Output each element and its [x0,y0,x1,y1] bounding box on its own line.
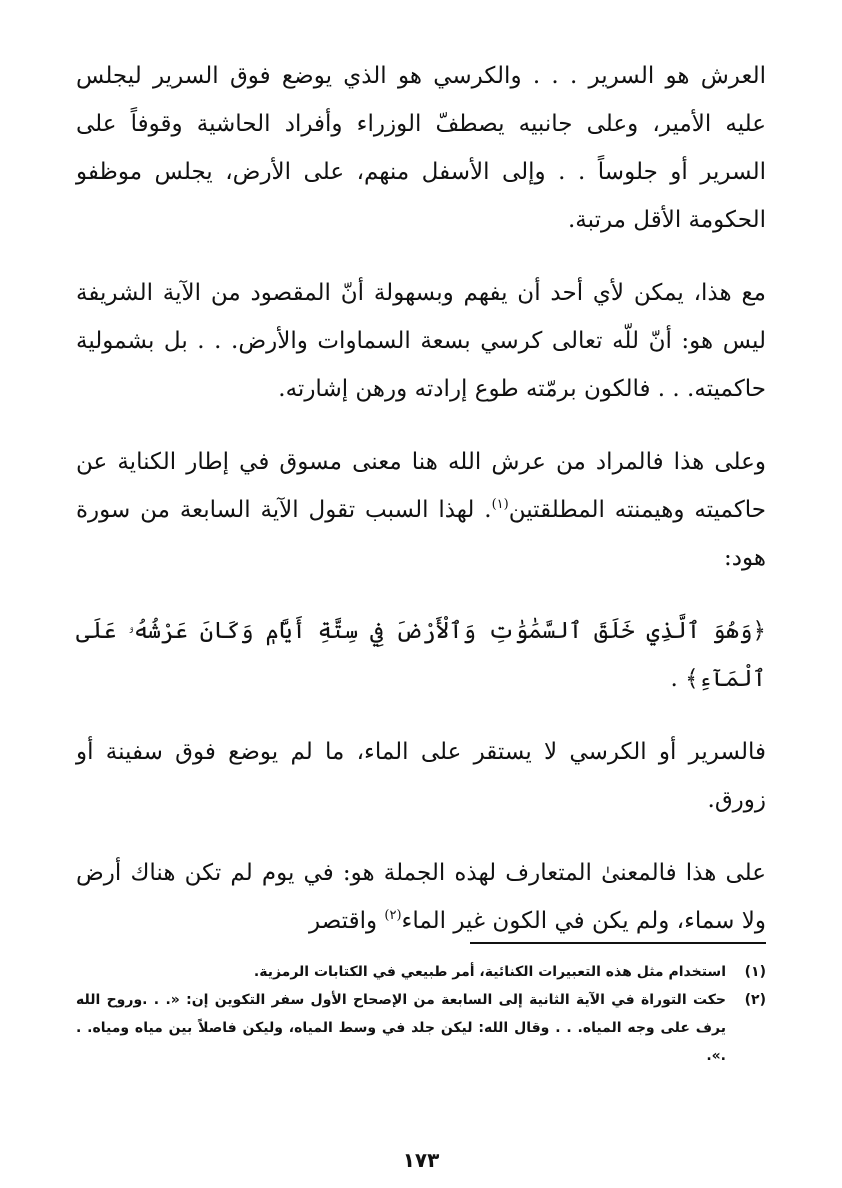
paragraph-common-meaning [76,849,766,945]
footnote-separator [470,942,766,944]
quran-verse-end: . [670,666,678,692]
footnote-ref-1[interactable]: (١) [491,497,509,512]
footnote-1 [76,958,766,986]
paragraph-throne-definition: العرش هو السرير . . . والكرسي هو الذي يوضع فوق السرير ليجلس عليه الأمير، وعلى جانبيه يصطفّ الوزراء وأفراد الحاشية وقوفاً على السرير أو جلوساً . . وإلى الأسفل منهم، على الأرض، يجلس موظفو الحكومة الأقل مرتبة. [76,63,766,233]
document-page [76,52,766,1172]
footnotes [76,958,766,1070]
paragraph-bed-on-water: فالسرير أو الكرسي لا يستقر على الماء، ما لم يوضع فوق سفينة أو زورق. [76,739,766,813]
paragraph-throne-metaphor [76,438,766,582]
paragraph-throne-metaphor-text-end: . لهذا السبب تقول الآية السابعة من سورة هود: [76,497,766,571]
page-number: ١٧٣ [402,1148,440,1172]
paragraph-meaning-of-verse: مع هذا، يمكن لأي أحد أن يفهم وبسهولة أنّ المقصود من الآية الشريفة ليس هو: أنّ للّه تعالى كرسي بسعة السماوات والأرض. . . بل بشمولية حاكميته. . . فالكون برمّته طوع إرادته ورهن إشارته. [76,280,766,402]
paragraph-throne-metaphor-text: وعلى هذا فالمراد من عرش الله هنا معنى مسوق في إطار الكناية عن حاكميته وهيمنته المطلقتين [76,449,766,523]
footnote-text-2: حكت التوراة في الآية الثانية إلى السابعة من الإصحاح الأول سفر التكوين إن: «. . .وروح الله يرف على وجه المياه. . . وقال الله: ليكن جلد في وسط المياه، وليكن فاصلاً بين مياه ومياه. . .». [76,992,726,1064]
footnote-number-1: (١) [744,964,766,980]
footnote-number-2: (٢) [744,992,766,1008]
paragraph-common-meaning-text: على هذا فالمعنىٰ المتعارف لهذه الجملة هو: في يوم لم تكن هناك أرض ولا سماء، ولم يكن في الكون غير الماء [76,860,766,934]
quran-verse-text: ﴿وَهُوَ ٱلَّذِي خَلَقَ ٱلسَّمَٰوَٰتِ وَٱلْأَرْضَ فِي سِتَّةِ أَيَّامٖ وَكَانَ عَرْشُهُۥ عَلَى ٱلْمَآءِ﴾ [76,618,766,692]
footnote-text-1: استخدام مثل هذه التعبيرات الكنائية، أمر طبيعي في الكتابات الرمزية. [253,964,726,980]
footnote-ref-2[interactable]: (٢) [384,908,402,923]
footnote-2 [76,986,766,1070]
quran-verse [76,607,766,703]
paragraph-common-meaning-text-end: واقتصر [309,908,385,934]
